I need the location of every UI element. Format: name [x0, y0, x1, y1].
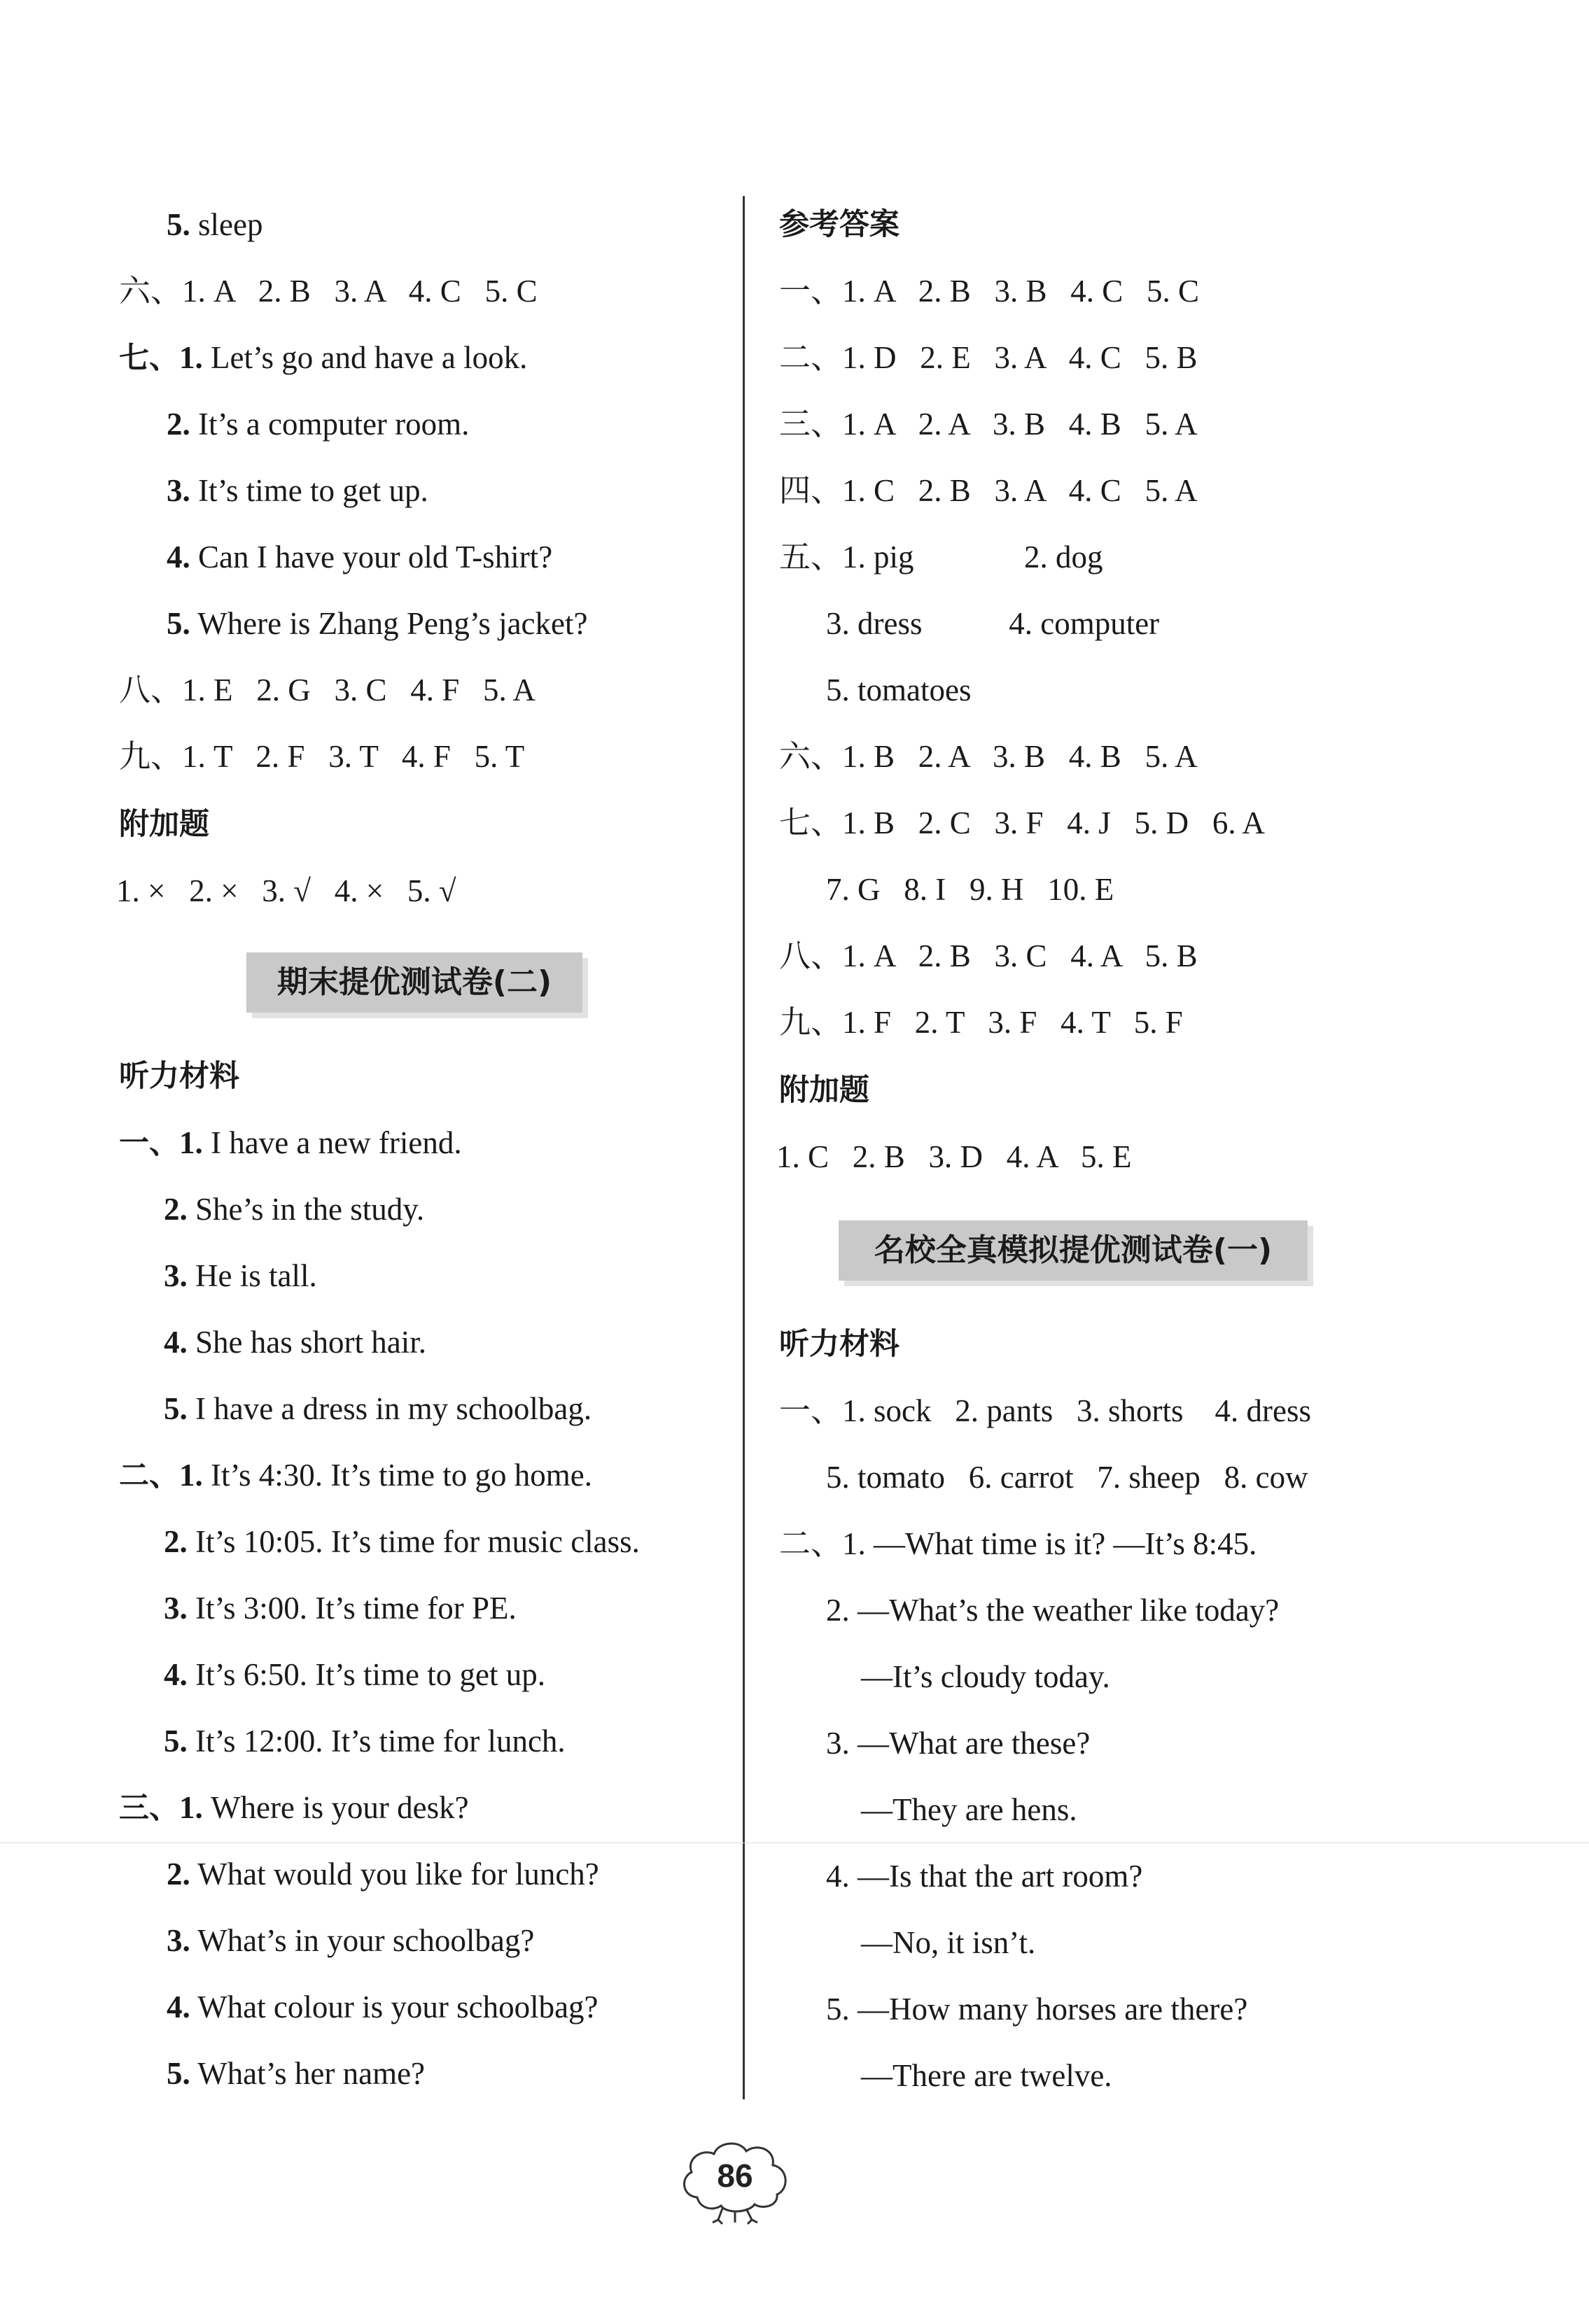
answer-line: 7. G 8. I 9. H 10. E [826, 872, 1114, 907]
answer-line: 1. × 2. × 3. √ 4. × 5. √ [116, 873, 456, 908]
transcript-line: 5. What’s her name? [167, 2056, 426, 2091]
answer-line: 三、1. A 2. A 3. B 4. B 5. A [779, 407, 1198, 442]
answer-line: 七、1. B 2. C 3. F 4. J 5. D 6. A [779, 805, 1265, 840]
transcript-line: 3. —What are these? [826, 1726, 1091, 1761]
answer-line: 九、1. F 2. T 3. F 4. T 5. F [779, 1005, 1183, 1040]
section-heading: 附加题 [119, 807, 209, 842]
page-number [676, 2136, 794, 2227]
answer-line: 二、1. D 2. E 3. A 4. C 5. B [779, 340, 1198, 375]
page-number-text: 86 [717, 2157, 753, 2194]
transcript-line: 4. —Is that the art room? [826, 1859, 1143, 1894]
answer-line: 4. Can I have your old T-shirt? [167, 540, 553, 575]
transcript-line: —They are hens. [861, 1792, 1077, 1827]
answer-line: 五、1. pig 2. dog [779, 540, 1103, 575]
transcript-line: —There are twelve. [861, 2058, 1112, 2093]
answer-line: 5. tomatoes [826, 672, 972, 707]
section-heading: 附加题 [779, 1073, 869, 1108]
answer-line: 3. dress 4. computer [826, 606, 1160, 641]
transcript-line: 三、1. Where is your desk? [119, 1790, 469, 1826]
transcript-line: 一、1. sock 2. pants 3. shorts 4. dress [779, 1393, 1311, 1428]
answer-line: 九、1. T 2. F 3. T 4. F 5. T [119, 739, 525, 774]
transcript-line: 5. It’s 12:00. It’s time for lunch. [164, 1724, 566, 1759]
answer-line: 六、1. A 2. B 3. A 4. C 5. C [119, 274, 538, 309]
column-divider [743, 196, 745, 2099]
answer-line: 四、1. C 2. B 3. A 4. C 5. A [779, 473, 1198, 508]
transcript-line: 二、1. It’s 4:30. It’s time to go home. [119, 1458, 592, 1493]
answer-line: 1. C 2. B 3. D 4. A 5. E [776, 1139, 1132, 1174]
answer-line: 5. Where is Zhang Peng’s jacket? [167, 606, 588, 641]
section-heading: 听力材料 [779, 1327, 899, 1362]
transcript-line: 3. It’s 3:00. It’s time for PE. [164, 1591, 517, 1626]
transcript-line: 5. tomato 6. carrot 7. sheep 8. cow [826, 1460, 1308, 1495]
transcript-line: —It’s cloudy today. [861, 1659, 1110, 1694]
section-banner: 期末提优测试卷(二) [246, 952, 582, 1013]
transcript-line: 5. —How many horses are there? [826, 1992, 1248, 2027]
transcript-line: 3. He is tall. [164, 1258, 317, 1293]
transcript-line: 2. She’s in the study. [164, 1192, 425, 1227]
transcript-line: —No, it isn’t. [861, 1925, 1036, 1960]
section-banner: 名校全真模拟提优测试卷(一) [839, 1220, 1308, 1281]
section-heading: 参考答案 [779, 207, 899, 242]
section-heading: 听力材料 [119, 1059, 239, 1094]
answer-line: 七、1. Let’s go and have a look. [119, 340, 528, 376]
answer-line: 5. sleep [167, 207, 263, 242]
transcript-line: 4. She has short hair. [164, 1325, 426, 1360]
answer-line: 一、1. A 2. B 3. B 4. C 5. C [779, 274, 1200, 309]
transcript-line: 4. It’s 6:50. It’s time to get up. [164, 1657, 545, 1692]
answer-line: 八、1. E 2. G 3. C 4. F 5. A [119, 672, 536, 707]
transcript-line: 2. —What’s the weather like today? [826, 1593, 1280, 1628]
answer-line: 八、1. A 2. B 3. C 4. A 5. B [779, 938, 1198, 973]
answer-line: 六、1. B 2. A 3. B 4. B 5. A [779, 739, 1198, 774]
transcript-line: 2. What would you like for lunch? [167, 1857, 599, 1892]
transcript-line: 2. It’s 10:05. It’s time for music class. [164, 1524, 640, 1559]
transcript-line: 二、1. —What time is it? —It’s 8:45. [779, 1526, 1257, 1561]
transcript-line: 5. I have a dress in my schoolbag. [164, 1391, 592, 1426]
answer-line: 3. It’s time to get up. [167, 473, 428, 508]
transcript-line: 4. What colour is your schoolbag? [167, 1990, 598, 2024]
answer-line: 2. It’s a computer room. [167, 407, 470, 442]
transcript-line: 一、1. I have a new friend. [119, 1125, 462, 1161]
transcript-line: 3. What’s in your schoolbag? [167, 1923, 535, 1958]
